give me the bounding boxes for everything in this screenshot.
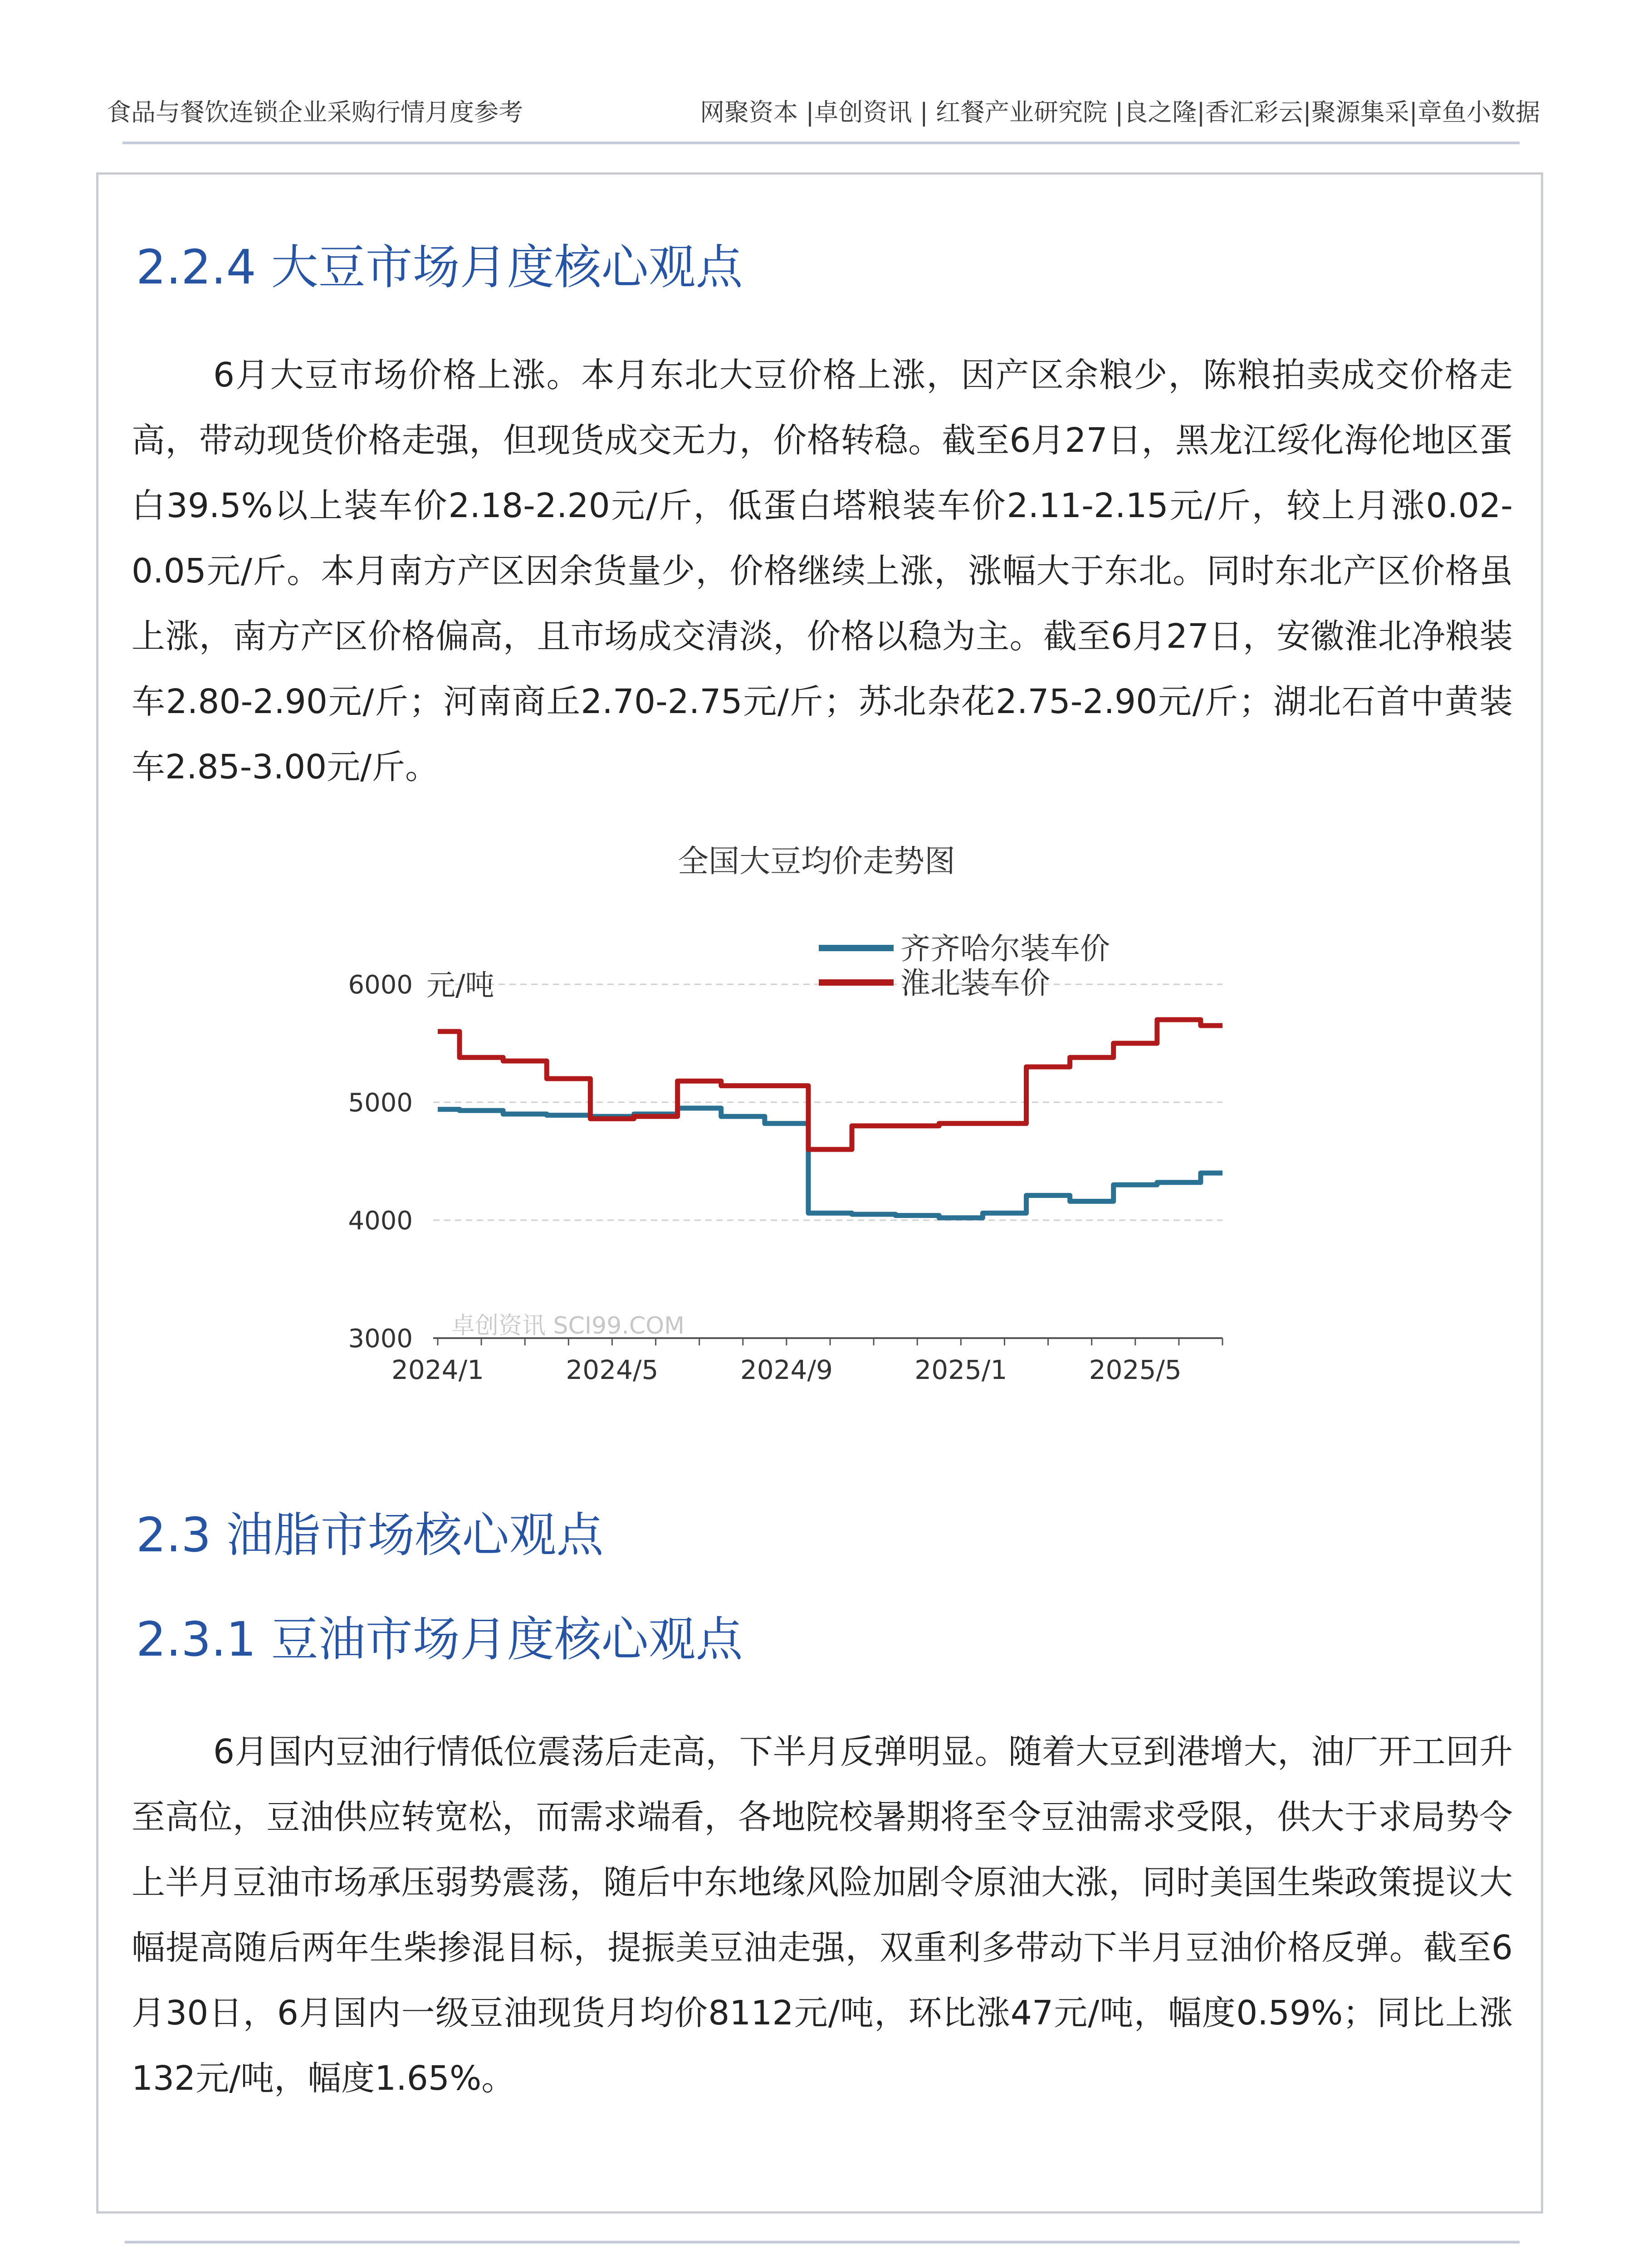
paragraph-soybean-oil (132, 1719, 1513, 2111)
header-partners: 网聚资本 |卓创资讯 | 红餐产业研究院 |良之隆|香汇彩云|聚源集采|章鱼小数据 (700, 98, 1540, 127)
paragraph-soybean-oil-text: 6月国内豆油行情低位震荡后走高，下半月反弹明显。随着大豆到港增大，油厂开工回升至高位，豆油供应转宽松，而需求端看，各地院校暑期将至令豆油需求受限，供大于求局势令上半月豆油市场承压弱势震荡，随后中东地缘风险加剧令原油大涨，同时美国生柴政策提议大幅提高随后两年生柴掺混目标，提振美豆油走强，双重利多带动下半月豆油价格反弹。截至6月30日，6月国内一级豆油现货月均价8112元/吨，环比涨47元/吨，幅度0.59%；同比上涨132元/吨，幅度1.65%。 (132, 1732, 1513, 2098)
watermark-logo: 卓创资讯 SCI99.COM (451, 1312, 684, 1339)
header-report-title: 食品与餐饮连锁企业采购行情月度参考 (107, 98, 523, 127)
x-tick-label: 2025/1 (914, 1354, 1007, 1385)
footer-divider (125, 2241, 1520, 2244)
series-line-huaibei (438, 1020, 1222, 1149)
y-tick-label: 6000 (348, 970, 413, 1000)
y-axis-unit: 元/吨 (426, 969, 494, 1002)
paragraph-soybean-text: 6月大豆市场价格上涨。本月东北大豆价格上涨，因产区余粮少，陈粮拍卖成交价格走高，带动现货价格走强，但现货成交无力，价格转稳。截至6月27日，黑龙江绥化海伦地区蛋白39.5%以上装车价2.18-2.20元/斤，低蛋白塔粮装车价2.11-2.15元/斤，较上月涨0.02-0.05元/斤。本月南方产区因余货量少，价格继续上涨，涨幅大于东北。同时东北产区价格虽上涨，南方产区价格偏高，且市场成交清淡，价格以稳为主。截至6月27日，安徽淮北净粮装车2.80-2.90元/斤；河南商丘2.70-2.75元/斤；苏北杂花2.75-2.90元/斤；湖北石首中黄装车2.85-3.00元/斤。 (132, 356, 1513, 787)
paragraph-soybean (132, 342, 1513, 800)
chart-title: 全国大豆均价走势图 (677, 844, 955, 880)
legend-label: 淮北装车价 (900, 966, 1050, 1001)
y-tick-label: 3000 (348, 1324, 413, 1354)
y-tick-label: 4000 (348, 1206, 413, 1236)
series-line-qiqihar (438, 1108, 1222, 1218)
x-tick-label: 2024/5 (566, 1354, 659, 1385)
y-tick-label: 5000 (348, 1088, 413, 1118)
soybean-price-chart (318, 903, 1247, 1415)
heading-2-3-1: 2.3.1 豆油市场月度核心观点 (136, 1612, 743, 1667)
header-divider (122, 142, 1520, 144)
x-tick-label: 2024/9 (740, 1354, 833, 1385)
heading-2-2-4: 2.2.4 大豆市场月度核心观点 (136, 240, 743, 295)
legend-label: 齐齐哈尔装车价 (900, 931, 1110, 966)
x-tick-label: 2024/1 (391, 1354, 484, 1385)
x-tick-label: 2025/5 (1089, 1354, 1182, 1385)
heading-2-3: 2.3 油脂市场核心观点 (136, 1507, 604, 1563)
